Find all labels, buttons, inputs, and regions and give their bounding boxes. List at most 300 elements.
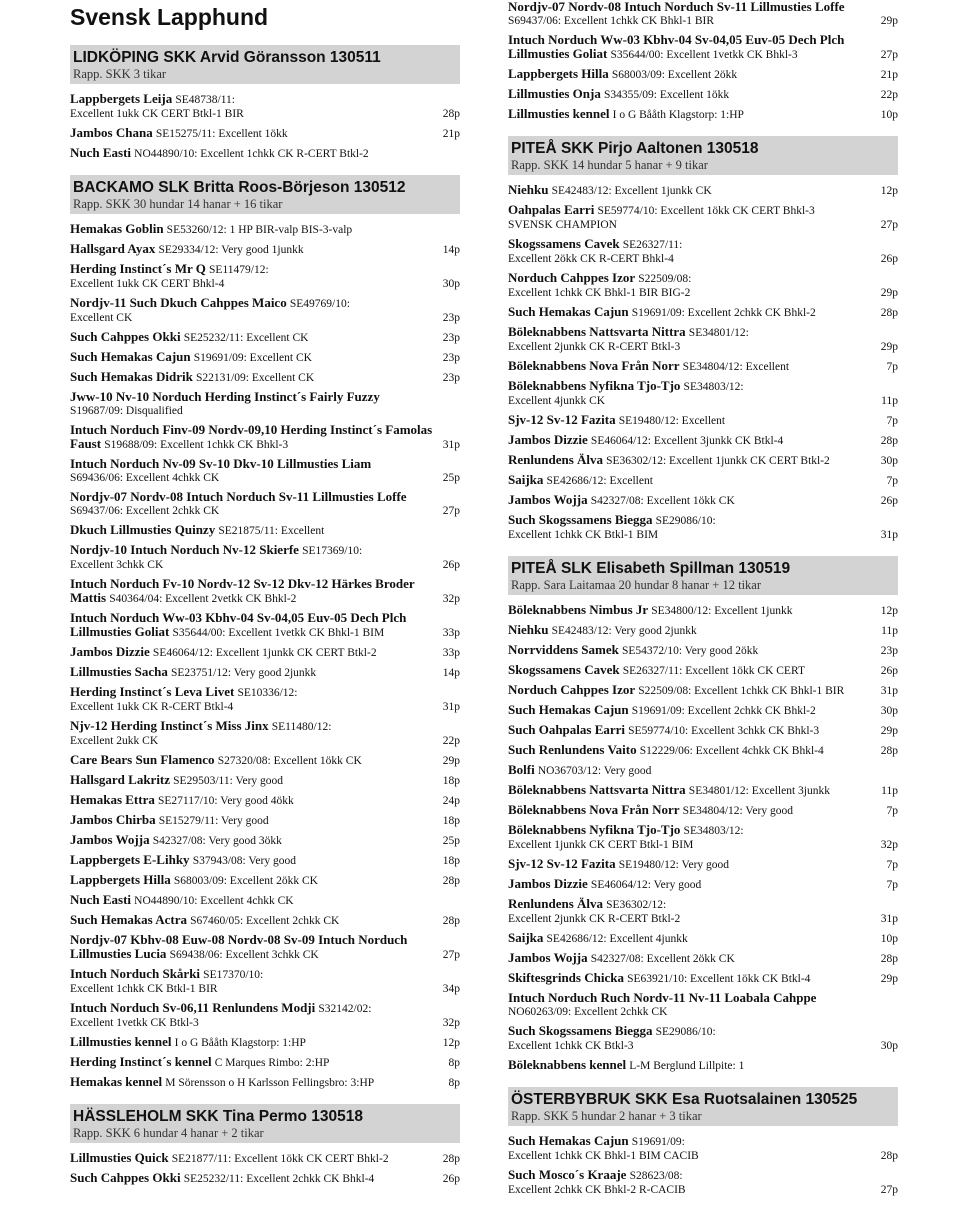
dog-name: Bolfi (508, 762, 535, 777)
dog-entry (70, 390, 460, 418)
dog-entry (508, 991, 898, 1019)
dog-entry (508, 493, 898, 508)
dog-entry (508, 1058, 898, 1073)
points-value: 30p (880, 455, 898, 467)
section-title: ÖSTERBYBRUK SKK Esa Ruotsalainen 130525 (511, 1091, 858, 1108)
dog-detail: S27320/08: Excellent 1ökk CK (217, 755, 362, 767)
dog-name: Norduch Cahppes Izor (508, 682, 636, 697)
entry-body (70, 390, 454, 418)
section-header (70, 45, 460, 84)
dog-entry (70, 523, 460, 538)
dog-detail: SE46064/12: Excellent 1junkk CK CERT Btkl-2 (152, 647, 377, 659)
entry-body (508, 33, 875, 62)
points-value: 30p (880, 705, 898, 717)
dog-detail: S42327/08: Excellent 1ökk CK (590, 495, 735, 507)
dog-entry (70, 793, 460, 808)
dog-name: Nuch Easti (70, 145, 132, 160)
points-value: 29p (880, 287, 898, 299)
left-column (70, 0, 460, 1200)
show-section (508, 136, 898, 542)
points-value: 29p (880, 15, 898, 27)
section-subtitle: Rapp. SKK 6 hundar 4 hanar + 2 tikar (73, 1126, 264, 1140)
dog-detail: SE17370/10: (203, 969, 264, 981)
dog-name: Hallsgard Ayax (70, 241, 156, 256)
dog-detail: SE17369/10: (302, 545, 363, 557)
points-value: 29p (880, 973, 898, 985)
entry-body (70, 350, 437, 365)
dog-detail: SE25232/11: Excellent 2chkk CK Bhkl-4 (183, 1173, 375, 1185)
dog-detail-line2: S69437/06: Excellent 2chkk CK (70, 505, 220, 517)
dog-name: Intuch Norduch Nv-09 Sv-10 Dkv-10 Lillmusties Liam (70, 456, 372, 471)
dog-detail: SE11480/12: (271, 721, 332, 733)
dog-entry (508, 237, 898, 266)
entry-body (508, 1058, 892, 1073)
entry-body (508, 723, 875, 738)
dog-entry (508, 203, 898, 232)
dog-entry (508, 305, 898, 320)
points-value: 31p (442, 439, 460, 451)
dog-detail: SE10336/12: (237, 687, 298, 699)
dog-name: Oahpalas Earri (508, 202, 595, 217)
dog-detail-line2: Excellent 1vetkk CK Btkl-3 (70, 1017, 199, 1029)
points-value: 18p (442, 815, 460, 827)
dog-entry (70, 1075, 460, 1090)
dog-name: Böleknabbens Nyfikna Tjo-Tjo (508, 378, 681, 393)
dog-name: Intuch Norduch Ww-03 Kbhv-04 Sv-04,05 Euv-05 Dech Plch Lillmusties Goliat (508, 32, 845, 61)
entry-body (508, 783, 875, 798)
entry-body (508, 513, 875, 542)
points-value: 11p (881, 625, 898, 637)
dog-detail: S19691/09: (631, 1136, 685, 1148)
points-value: 34p (442, 983, 460, 995)
entry-body (508, 203, 875, 232)
dog-entry (70, 685, 460, 714)
dog-entry (508, 1168, 898, 1197)
dog-name: Such Hemakas Didrik (70, 369, 193, 384)
dog-detail: SE59774/10: Excellent 1ökk CK CERT Bhkl-3 (597, 205, 815, 217)
dog-name: Such Hemakas Cajun (508, 304, 629, 319)
dog-entry (70, 853, 460, 868)
dog-entry (70, 773, 460, 788)
entry-body (508, 305, 875, 320)
entry-body (70, 242, 437, 257)
dog-name: Nordjv-07 Nordv-08 Intuch Norduch Sv-11 Lillmusties Loffe (70, 489, 407, 504)
dog-entry (508, 623, 898, 638)
dog-detail-line2: Excellent 1chkk CK Bhkl-1 BIM CACIB (508, 1150, 699, 1162)
entry-body (508, 683, 875, 698)
dog-detail: SE26327/11: (622, 239, 683, 251)
dog-entry (70, 262, 460, 291)
entry-body (508, 603, 875, 618)
entry-body (70, 1075, 443, 1090)
dog-name: Renlundens Älva (508, 452, 603, 467)
dog-name: Intuch Norduch Ruch Nordv-11 Nv-11 Loabala Cahppe (508, 990, 817, 1005)
dog-name: Such Mosco´s Kraaje (508, 1167, 627, 1182)
points-value: 8p (448, 1057, 460, 1069)
points-value: 31p (442, 701, 460, 713)
points-value: 29p (442, 755, 460, 767)
dog-detail: SE36302/12: (606, 899, 667, 911)
entry-body (508, 271, 875, 300)
entry-body (508, 763, 892, 778)
dog-detail: M Sörensson o H Karlsson Fellingsbro: 3:HP (165, 1077, 375, 1089)
dog-entry (70, 1151, 460, 1166)
dog-detail: S32142/02: (318, 1003, 372, 1015)
dog-entry (508, 183, 898, 198)
dog-entry (508, 513, 898, 542)
dog-name: Hemakas Goblin (70, 221, 164, 236)
points-value: 27p (442, 949, 460, 961)
points-value: 27p (880, 1184, 898, 1196)
points-value: 26p (880, 665, 898, 677)
dog-detail: S68003/09: Excellent 2ökk CK (173, 875, 318, 887)
section-title: LIDKÖPING SKK Arvid Göransson 130511 (73, 49, 381, 66)
entry-body (70, 793, 437, 808)
points-value: 26p (880, 495, 898, 507)
dog-name: Saijka (508, 472, 544, 487)
dog-name: Herding Instinct´s Mr Q (70, 261, 206, 276)
dog-name: Such Skogssamens Biegga (508, 512, 653, 527)
dog-detail: SE15279/11: Very good (158, 815, 269, 827)
dog-entry (70, 967, 460, 996)
show-section (508, 0, 898, 122)
entry-body (508, 237, 875, 266)
entry-body (70, 577, 437, 606)
entry-body (508, 743, 875, 758)
dog-detail: S42327/08: Very good 3ökk (152, 835, 282, 847)
points-value: 25p (442, 472, 460, 484)
dog-name: Njv-12 Herding Instinct´s Miss Jinx (70, 718, 269, 733)
dog-detail: S69438/06: Excellent 3chkk CK (169, 949, 319, 961)
entry-body (508, 107, 875, 122)
dog-entry (70, 126, 460, 141)
dog-name: Nordjv-11 Such Dkuch Cahppes Maico (70, 295, 287, 310)
dog-detail: SE25232/11: Excellent CK (183, 332, 309, 344)
dog-name: Such Cahppes Okki (70, 1170, 181, 1185)
dog-detail-line2: Excellent 1ukk CK CERT Btkl-1 BIR (70, 108, 244, 120)
points-value: 24p (442, 795, 460, 807)
points-value: 28p (880, 745, 898, 757)
entry-body (70, 685, 437, 714)
dog-detail: NO36703/12: Very good (537, 765, 652, 777)
points-value: 7p (886, 475, 898, 487)
entry-body (70, 457, 437, 485)
dog-name: Lappbergets Hilla (508, 66, 609, 81)
entry-body (70, 1055, 443, 1070)
dog-detail-line2: Excellent 4junkk CK (508, 395, 606, 407)
show-section (70, 45, 460, 161)
points-value: 27p (880, 219, 898, 231)
dog-name: Nordjv-07 Nordv-08 Intuch Norduch Sv-11 Lillmusties Loffe (508, 0, 845, 14)
dog-entry (508, 877, 898, 892)
dog-entry (508, 643, 898, 658)
entry-body (70, 523, 454, 538)
dog-name: Such Hemakas Actra (70, 912, 187, 927)
dog-detail: S19691/09: Excellent CK (193, 352, 312, 364)
dog-detail: S19691/09: Excellent 2chkk CK Bhkl-2 (631, 705, 816, 717)
entry-body (508, 897, 875, 926)
dog-entry (508, 723, 898, 738)
dog-detail: SE29086/10: (655, 1026, 716, 1038)
dog-name: Böleknabbens Nyfikna Tjo-Tjo (508, 822, 681, 837)
show-section (508, 556, 898, 1073)
dog-entry (70, 645, 460, 660)
dog-entry (508, 271, 898, 300)
entry-body (70, 92, 437, 121)
dog-entry (70, 873, 460, 888)
right-column (508, 0, 898, 1211)
entry-body (508, 803, 881, 818)
dog-entry (70, 913, 460, 928)
dog-name: Skogssamens Cavek (508, 236, 620, 251)
entry-body (70, 853, 437, 868)
dog-entry (70, 92, 460, 121)
dog-entry (508, 67, 898, 82)
points-value: 28p (442, 915, 460, 927)
entry-body (70, 423, 437, 452)
entry-body (70, 773, 437, 788)
dog-detail-line2: S19687/09: Disqualified (70, 405, 183, 417)
entry-body (508, 991, 892, 1019)
entry-body (508, 623, 875, 638)
dog-detail: SE34804/12: Excellent (682, 361, 790, 373)
points-value: 8p (448, 1077, 460, 1089)
dog-name: Nuch Easti (70, 892, 132, 907)
entry-body (508, 931, 875, 946)
dog-detail: S68003/09: Excellent 2ökk (611, 69, 738, 81)
dog-name: Lillmusties Onja (508, 86, 601, 101)
dog-entry (508, 743, 898, 758)
section-subtitle: Rapp. SKK 5 hundar 2 hanar + 3 tikar (511, 1109, 702, 1123)
points-value: 22p (880, 89, 898, 101)
entry-body (508, 87, 875, 102)
dog-name: Intuch Norduch Finv-09 Nordv-09,10 Herding Instinct´s Famolas Faust (70, 422, 433, 451)
points-value: 18p (442, 775, 460, 787)
section-title: HÄSSLEHOLM SKK Tina Permo 130518 (73, 1108, 363, 1125)
page-title: Svensk Lapphund (70, 4, 269, 30)
dog-detail-line2: Excellent 1chkk CK Bhkl-1 BIR BIG-2 (508, 287, 691, 299)
dog-name: Hemakas kennel (70, 1074, 163, 1089)
section-subtitle: Rapp. SKK 30 hundar 14 hanar + 16 tikar (73, 197, 283, 211)
dog-entry (508, 763, 898, 778)
dog-entry (70, 222, 460, 237)
dog-detail: SE29503/11: Very good (173, 775, 284, 787)
entry-body (70, 611, 437, 640)
dog-detail: SE23751/12: Very good 2junkk (171, 667, 317, 679)
dog-name: Norduch Cahppes Izor (508, 270, 636, 285)
points-value: 28p (880, 953, 898, 965)
points-value: 21p (442, 128, 460, 140)
dog-entry (508, 823, 898, 852)
dog-name: Jambos Chirba (70, 812, 156, 827)
section-header (508, 556, 898, 595)
dog-detail: SE27117/10: Very good 4ökk (157, 795, 294, 807)
dog-name: Lillmusties kennel (70, 1034, 172, 1049)
dog-detail: L-M Berglund Lillpite: 1 (629, 1060, 745, 1072)
dog-name: Such Renlundens Vaito (508, 742, 637, 757)
dog-entry (508, 951, 898, 966)
points-value: 23p (442, 312, 460, 324)
points-value: 21p (880, 69, 898, 81)
dog-detail: S28623/08: (629, 1170, 683, 1182)
entry-body (70, 753, 437, 768)
points-value: 7p (886, 805, 898, 817)
dog-name: Böleknabbens Nimbus Jr (508, 602, 649, 617)
section-title: PITEÅ SLK Elisabeth Spillman 130519 (511, 560, 791, 577)
section-header (508, 1087, 898, 1126)
section-subtitle: Rapp. SKK 3 tikar (73, 67, 167, 81)
show-section (508, 1087, 898, 1197)
entry-body (508, 1024, 875, 1053)
dog-name: Saijka (508, 930, 544, 945)
dog-name: Hallsgard Lakritz (70, 772, 171, 787)
dog-detail-line2: SVENSK CHAMPION (508, 219, 617, 231)
dog-name: Jambos Dizzie (508, 876, 588, 891)
dog-entry (508, 359, 898, 374)
points-value: 23p (880, 645, 898, 657)
dog-detail: SE59774/10: Excellent 3chkk CK Bhkl-3 (628, 725, 820, 737)
dog-entry (508, 663, 898, 678)
dog-entry (70, 1171, 460, 1186)
dog-name: Dkuch Lillmusties Quinzy (70, 522, 216, 537)
entry-body (70, 719, 437, 748)
dog-entry (70, 813, 460, 828)
dog-detail: SE42686/12: Excellent 4junkk (546, 933, 688, 945)
dog-detail: S19691/09: Excellent 2chkk CK Bhkl-2 (631, 307, 816, 319)
entry-body (508, 0, 875, 28)
section-header (70, 1104, 460, 1143)
dog-name: Lillmusties Quick (70, 1150, 169, 1165)
dog-detail: S22131/09: Excellent CK (195, 372, 315, 384)
dog-detail: S37943/08: Very good (192, 855, 296, 867)
dog-detail: SE34801/12: (688, 327, 749, 339)
section-title: BACKAMO SLK Britta Roos-Börjeson 130512 (73, 179, 406, 196)
dog-detail: S35644/00: Excellent 1vetkk CK Bhkl-1 BIM (172, 627, 385, 639)
points-value: 33p (442, 627, 460, 639)
entry-body (70, 1171, 437, 1186)
dog-entry (70, 719, 460, 748)
points-value: 28p (880, 1150, 898, 1162)
dog-name: Jambos Wojja (70, 832, 150, 847)
dog-detail: S12229/06: Excellent 4chkk CK Bhkl-4 (639, 745, 824, 757)
entry-body (70, 645, 437, 660)
points-value: 7p (886, 415, 898, 427)
dog-name: Jambos Wojja (508, 492, 588, 507)
dog-name: Norrviddens Samek (508, 642, 619, 657)
entry-body (508, 857, 881, 872)
entry-body (508, 643, 875, 658)
dog-entry (70, 893, 460, 908)
dog-name: Renlundens Älva (508, 896, 603, 911)
dog-entry (70, 296, 460, 325)
points-value: 30p (442, 278, 460, 290)
dog-detail: S42327/08: Excellent 2ökk CK (590, 953, 735, 965)
dog-detail: I o G Bååth Klagstorp: 1:HP (174, 1037, 306, 1049)
entry-body (70, 1151, 437, 1166)
dog-entry (70, 1035, 460, 1050)
dog-detail-line2: Excellent 2ökk CK R-CERT Bhkl-4 (508, 253, 674, 265)
dog-detail: SE49769/10: (289, 298, 350, 310)
dog-name: Such Skogssamens Biegga (508, 1023, 653, 1038)
dog-name: Hemakas Ettra (70, 792, 155, 807)
dog-name: Sjv-12 Sv-12 Fazita (508, 856, 616, 871)
dog-detail: S34355/09: Excellent 1ökk (603, 89, 730, 101)
dog-detail: SE42483/12: Excellent 1junkk CK (551, 185, 712, 197)
points-value: 28p (442, 875, 460, 887)
points-value: 22p (442, 735, 460, 747)
entry-body (70, 543, 437, 572)
points-value: 32p (442, 593, 460, 605)
dog-detail: SE34800/12: Excellent 1junkk (651, 605, 793, 617)
points-value: 26p (442, 559, 460, 571)
points-value: 11p (881, 395, 898, 407)
dog-detail: S35644/00: Excellent 1vetkk CK Bhkl-3 (610, 49, 798, 61)
entry-body (508, 951, 875, 966)
points-value: 25p (442, 835, 460, 847)
dog-entry (70, 543, 460, 572)
dog-detail: SE46064/12: Excellent 3junkk CK Btkl-4 (590, 435, 784, 447)
points-value: 14p (442, 667, 460, 679)
entry-body (70, 262, 437, 291)
points-value: 33p (442, 647, 460, 659)
dog-name: Niehku (508, 622, 549, 637)
dog-entry (508, 683, 898, 698)
dog-name: Böleknabbens kennel (508, 1057, 627, 1072)
dog-detail: SE54372/10: Very good 2ökk (622, 645, 759, 657)
entry-body (508, 703, 875, 718)
points-value: 29p (880, 341, 898, 353)
dog-detail-line2: Excellent 3chkk CK (70, 559, 164, 571)
dog-name: Lillmusties kennel (508, 106, 610, 121)
points-value: 31p (880, 529, 898, 541)
points-value: 12p (880, 605, 898, 617)
dog-detail: SE48738/11: (175, 94, 235, 106)
points-value: 10p (880, 109, 898, 121)
dog-entry (508, 1134, 898, 1163)
dog-name: Jambos Dizzie (508, 432, 588, 447)
dog-detail: SE63921/10: Excellent 1ökk CK Btkl-4 (627, 973, 811, 985)
dog-detail-line2: Excellent 1junkk CK CERT Btkl-1 BIM (508, 839, 694, 851)
dog-detail-line2: Excellent 1ukk CK CERT Bhkl-4 (70, 278, 225, 290)
dog-entry (508, 931, 898, 946)
dog-entry (508, 87, 898, 102)
entry-body (70, 933, 437, 962)
dog-entry (508, 1024, 898, 1053)
entry-body (70, 813, 437, 828)
dog-name: Jambos Chana (70, 125, 153, 140)
dog-entry (70, 370, 460, 385)
entry-body (70, 126, 437, 141)
dog-name: Herding Instinct´s kennel (70, 1054, 212, 1069)
dog-name: Intuch Norduch Skårki (70, 966, 201, 981)
points-value: 10p (880, 933, 898, 945)
dog-detail-line2: Excellent 1chkk CK Btkl-3 (508, 1040, 634, 1052)
dog-name: Niehku (508, 182, 549, 197)
points-value: 23p (442, 352, 460, 364)
dog-name: Jambos Dizzie (70, 644, 150, 659)
dog-entry (70, 330, 460, 345)
dog-detail: SE36302/12: Excellent 1junkk CK CERT Btkl-2 (606, 455, 830, 467)
points-value: 28p (880, 307, 898, 319)
dog-detail: SE15275/11: Excellent 1ökk (155, 128, 288, 140)
points-value: 18p (442, 855, 460, 867)
points-value: 32p (880, 839, 898, 851)
section-header (70, 175, 460, 214)
entry-body (508, 453, 875, 468)
entry-body (508, 971, 875, 986)
dog-entry (508, 107, 898, 122)
entry-body (70, 1035, 437, 1050)
